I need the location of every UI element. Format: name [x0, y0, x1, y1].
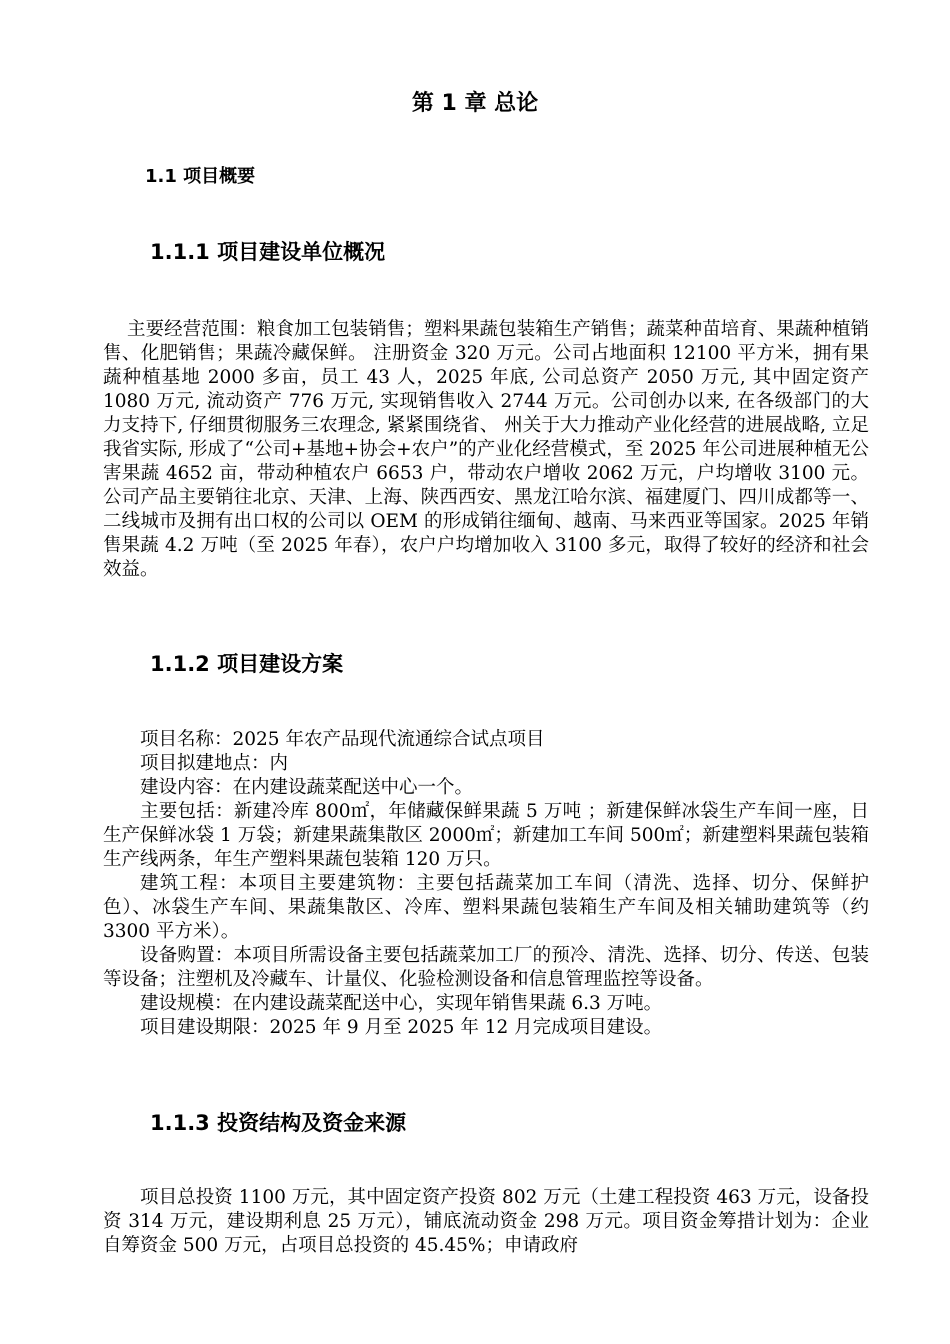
- construction-period-line: 项目建设期限：2025 年 9 月至 2025 年 12 月完成项目建设。: [140, 1017, 663, 1038]
- company-overview-text: 主要经营范围：粮食加工包装销售；塑料果蔬包装箱生产销售；蔬菜种苗培育、果蔬种植销售、化肥销售；果蔬冷藏保鲜。 注册资金 320 万元。公司占地面积 12100 平方米，拥有果蔬种植基地 2000 多亩，员工 43 人，2025 年底, 公司总资产 2050 万元, 其中固定资产 1080 万元, 流动资产 776 万元, 实现销售收入 2744 万元。公司创办以来, 在各级部门的大力支持下, 仔细贯彻服务三农理念, 紧紧围绕省、 州关于大力推动产业化经营的进展战略, 立足我省实际, 形成了“公司+基地+协会+农户”的产业化经营模式，至 2025 年公司进展种植无公害果蔬 4652 亩，带动种植农户 6653 户，带动农户增收 2062 万元，户均增收 3100 元。公司产品主要销往北京、天津、上海、陕西西安、黑龙江哈尔滨、福建厦门、四川成都等一、二线城市及拥有出口权的公司以 OEM 的形成销往缅甸、越南、马来西亚等国家。2025 年销售果蔬 4.2 万吨（至 2025 年春），农户户均增加收入 3100 多元，取得了较好的经济和社会效益。: [103, 319, 869, 580]
- construction-scale-line: 建设规模：在内建设蔬菜配送中心，实现年销售果蔬 6.3 万吨。: [140, 993, 663, 1014]
- equipment-purchase-paragraph: 设备购置：本项目所需设备主要包括蔬菜加工厂的预冷、清洗、选择、切分、传送、包装等设备；注塑机及冷藏车、计量仪、化验检测设备和信息管理监控等设备。: [103, 945, 869, 990]
- chapter-title: 第 1 章 总论: [411, 91, 539, 116]
- investment-text: 项目总投资 1100 万元，其中固定资产投资 802 万元（土建工程投资 463 万元，设备投资 314 万元，建设期利息 25 万元），铺底流动资金 298 万元。项目资金筹措计划为：企业自筹资金 500 万元，占项目总投资的 45.45%；申请政府: [103, 1187, 869, 1256]
- section-heading-1-1: 1.1 项目概要: [145, 166, 256, 187]
- construction-content-line: 建设内容：在内建设蔬菜配送中心一个。: [140, 777, 474, 798]
- main-items-paragraph: 主要包括：新建冷库 800㎡，年储藏保鲜果蔬 5 万吨 ；新建保鲜冰袋生产车间一座，日生产保鲜冰袋 1 万袋；新建果蔬集散区 2000㎡；新建加工车间 500㎡；新建塑料果蔬包装箱生产线两条，年生产塑料果蔬包装箱 120 万只。: [103, 801, 869, 870]
- section-heading-1-1-3: 1.1.3 投资结构及资金来源: [150, 1111, 407, 1135]
- company-overview-paragraph: [103, 318, 869, 582]
- section-heading-1-1-2: 1.1.2 项目建设方案: [150, 652, 344, 676]
- project-location-line: 项目拟建地点：内: [140, 753, 289, 774]
- project-name-line: 项目名称：2025 年农产品现代流通综合试点项目: [140, 729, 545, 750]
- section-heading-1-1-1: 1.1.1 项目建设单位概况: [150, 240, 386, 264]
- building-works-paragraph: 建筑工程：本项目主要建筑物：主要包括蔬菜加工车间（清洗、选择、切分、保鲜护色）、冰袋生产车间、果蔬集散区、冷库、塑料果蔬包装箱生产车间及相关辅助建筑等（约 3300 平方米）。: [103, 873, 869, 942]
- construction-plan-block: [103, 728, 869, 1040]
- investment-paragraph: [103, 1186, 869, 1258]
